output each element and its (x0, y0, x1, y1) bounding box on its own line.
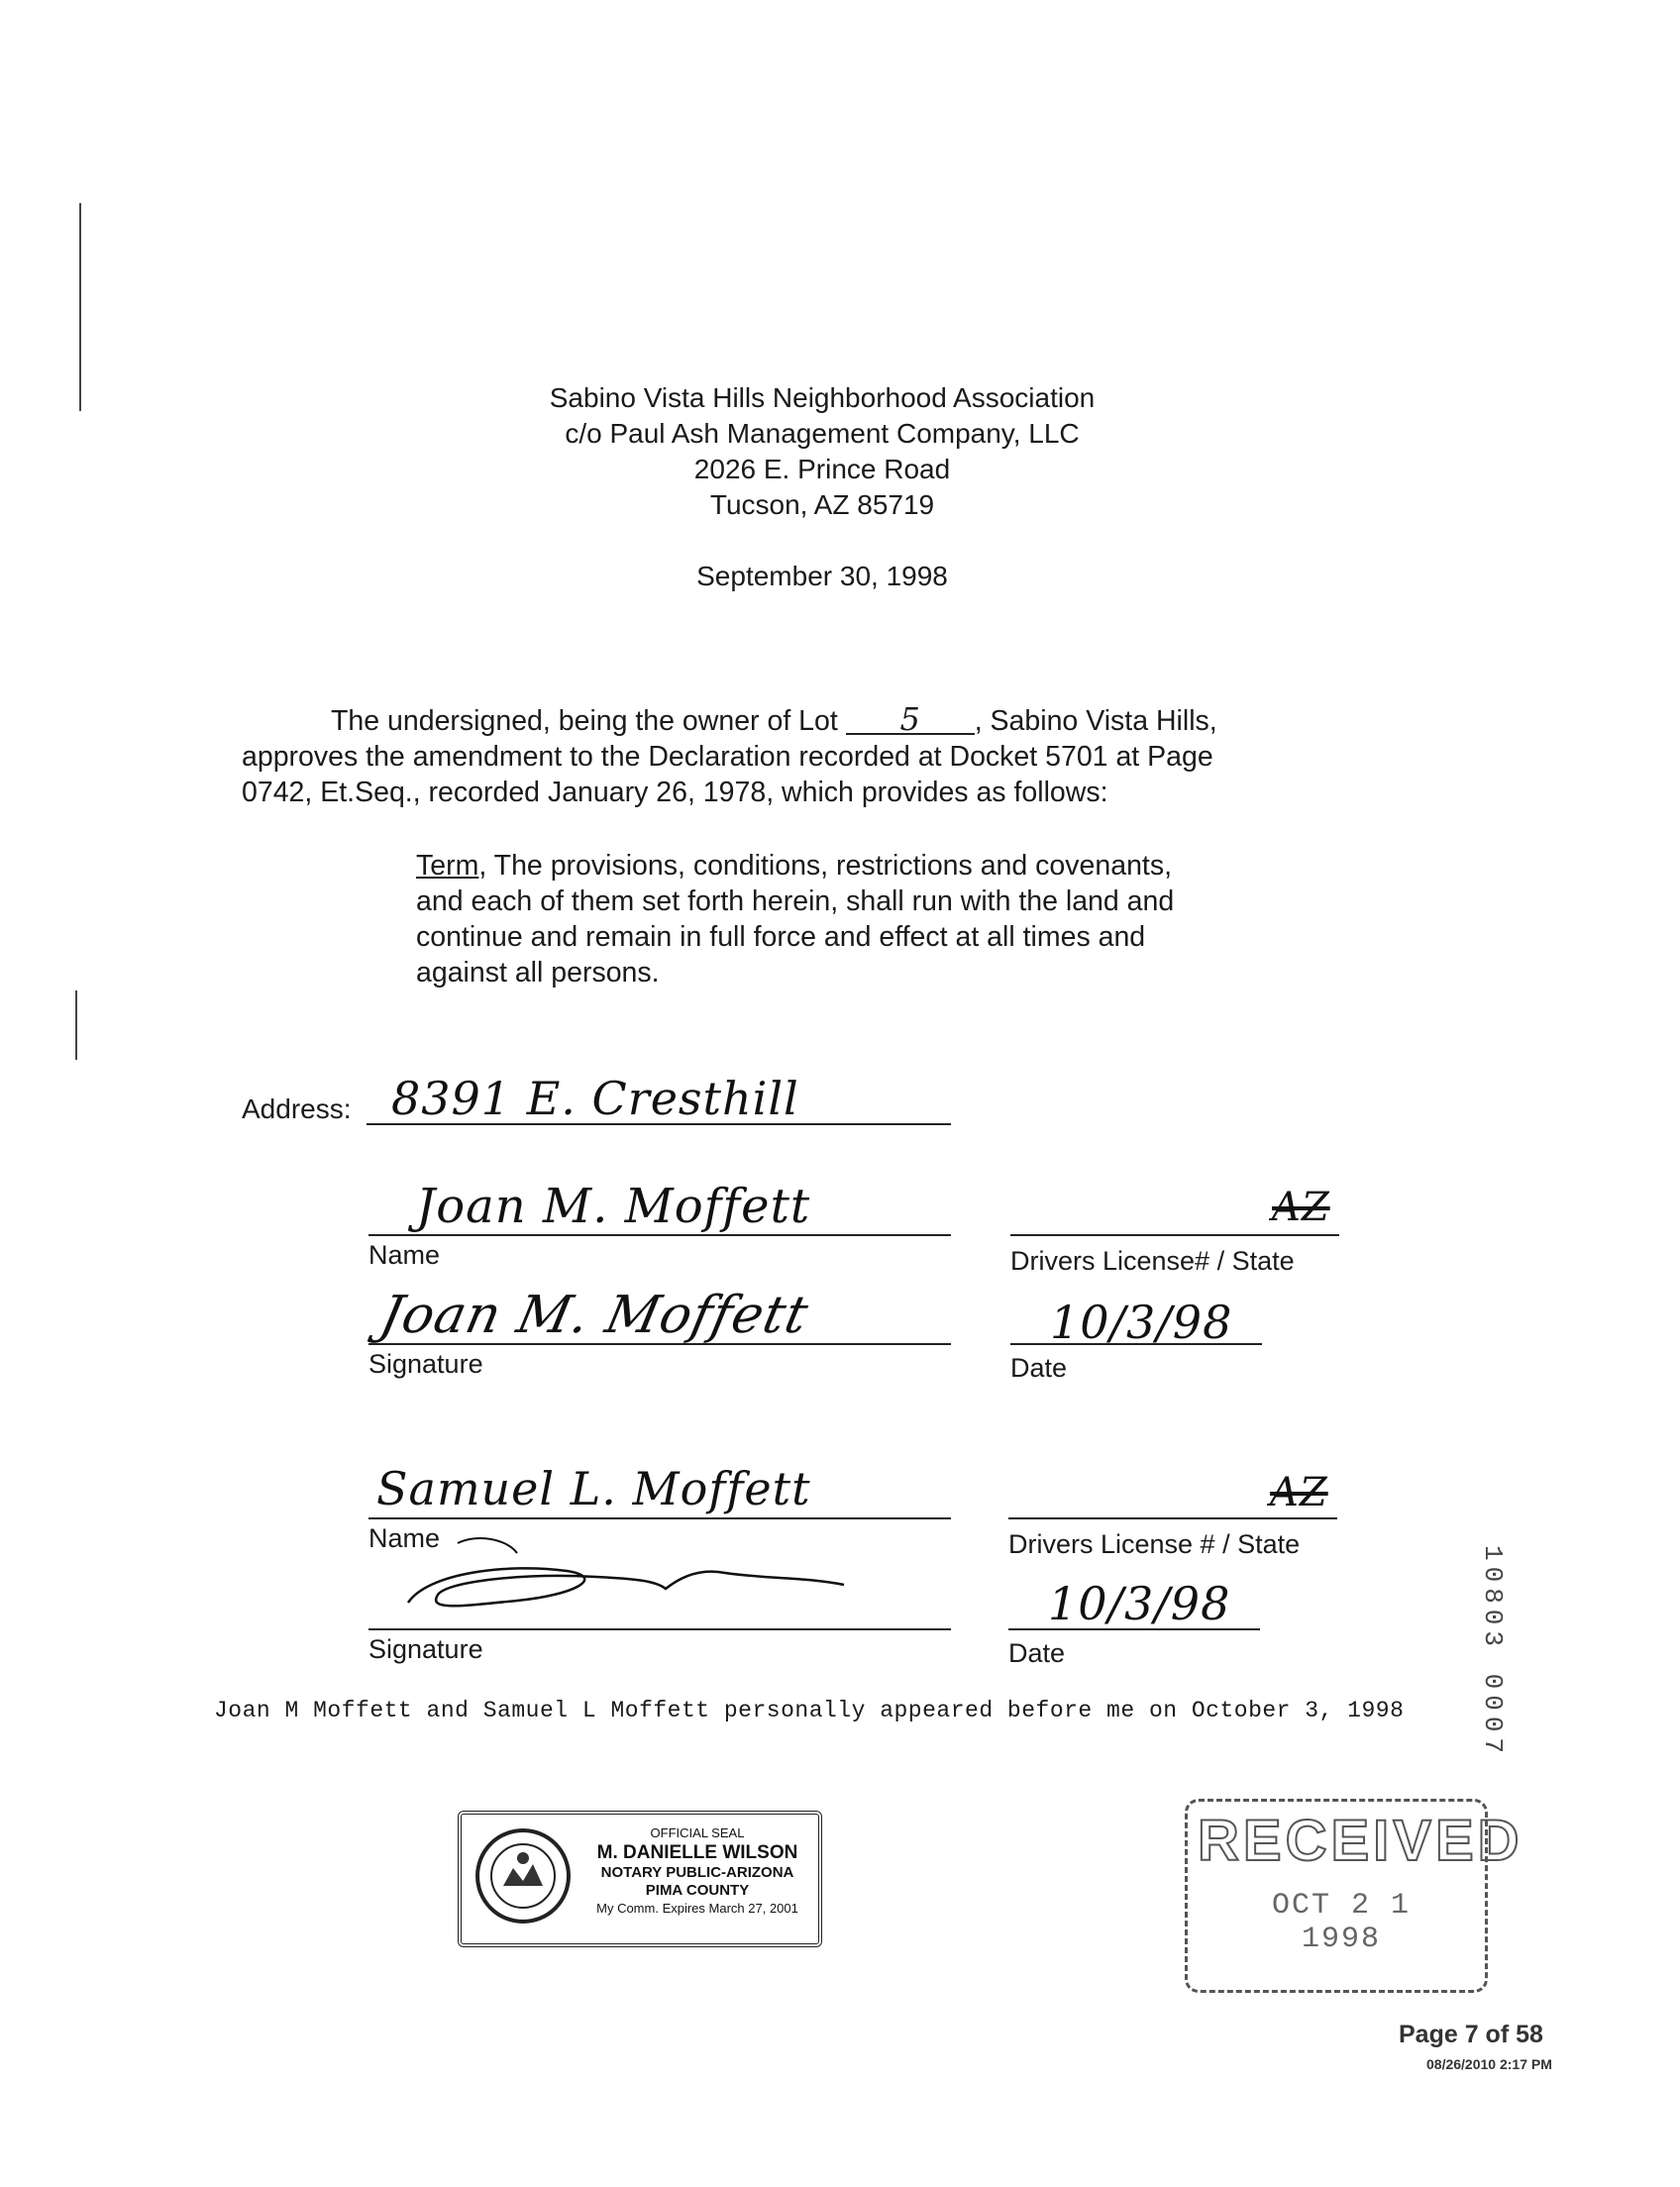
owner2-date-handwritten: 10/3/98 (1048, 1577, 1231, 1630)
term-line-2: and each of them set forth herein, shall run with the land and (416, 885, 1175, 917)
owner2-name-label: Name (368, 1523, 441, 1553)
received-stamp-word: RECEIVED (1198, 1809, 1523, 1873)
owner1-license-label: Drivers License# / State (1010, 1246, 1295, 1276)
owner1-name-line (368, 1234, 951, 1236)
scan-mark (75, 990, 77, 1060)
lot-number-field: 5 (846, 705, 975, 735)
received-stamp-date: OCT 2 1 1998 (1271, 1889, 1412, 1956)
print-timestamp: 08/26/2010 2:17 PM (1426, 2056, 1552, 2072)
notary-seal-stamp (458, 1811, 822, 1947)
term-line-3: continue and remain in full force and effect at all times and (416, 921, 1146, 953)
address-label: Address: (242, 1094, 352, 1124)
owner2-license-label: Drivers License # / State (1008, 1529, 1301, 1559)
term-line-4: against all persons. (416, 957, 660, 989)
owner1-date-line (1010, 1343, 1262, 1345)
seal-text (580, 1824, 814, 1918)
street-address: 2026 E. Prince Road (693, 454, 951, 484)
seal-county: PIMA COUNTY (645, 1882, 750, 1899)
management-company: c/o Paul Ash Management Company, LLC (565, 418, 1080, 449)
owner1-name-label: Name (368, 1240, 441, 1270)
owner1-signature-label: Signature (368, 1349, 483, 1379)
owner1-license-line (1010, 1234, 1339, 1236)
owner2-name-line (368, 1517, 951, 1519)
term-line-1: Term, The provisions, conditions, restrictions and covenants, (416, 850, 1173, 882)
owner1-license-state-handwritten: AZ (1272, 1185, 1330, 1230)
owner2-name-handwritten: Samuel L. Moffett (376, 1462, 811, 1515)
seal-office: NOTARY PUBLIC-ARIZONA (600, 1864, 794, 1881)
paragraph-line-2: approves the amendment to the Declaration recorded at Docket 5701 at Page (242, 741, 1213, 773)
arizona-seal-emblem (473, 1826, 573, 1926)
received-stamp (1185, 1799, 1523, 1993)
owner2-date-label: Date (1008, 1638, 1066, 1668)
paragraph-line-1: The undersigned, being the owner of Lot 5 , Sabino Vista Hills, (331, 700, 1217, 738)
address-handwritten: 8391 E. Cresthill (391, 1072, 799, 1125)
seal-expiration: My Comm. Expires March 27, 2001 (596, 1901, 798, 1916)
owner1-signature-line (368, 1343, 951, 1345)
owner1-signature: Joan M. Moffett (374, 1286, 814, 1345)
owner2-signature-label: Signature (368, 1634, 483, 1664)
owner2-signature-scribble (368, 1533, 884, 1622)
term-heading: Term (416, 850, 479, 882)
owner2-date-line (1008, 1628, 1260, 1630)
letterhead (327, 380, 1317, 523)
association-name: Sabino Vista Hills Neighborhood Association (549, 382, 1096, 413)
side-document-code: 10803 0007 (1478, 1545, 1508, 1760)
notary-statement: Joan M Moffett and Samuel L Moffett personally appeared before me on October 3, 1998 (214, 1698, 1405, 1723)
seal-notary-name: M. DANIELLE WILSON (596, 1842, 798, 1863)
owner1-date-label: Date (1010, 1353, 1068, 1383)
letter-date: September 30, 1998 (696, 561, 948, 591)
scan-mark (79, 203, 81, 411)
owner2-signature-line (368, 1628, 951, 1630)
city-state-zip: Tucson, AZ 85719 (709, 489, 935, 520)
owner2-license-line (1008, 1517, 1337, 1519)
seal-title: OFFICIAL SEAL (650, 1825, 745, 1840)
page-number: Page 7 of 58 (1399, 2021, 1543, 2048)
owner1-date-handwritten: 10/3/98 (1050, 1296, 1233, 1349)
paragraph-line-3: 0742, Et.Seq., recorded January 26, 1978, which provides as follows: (242, 777, 1108, 808)
owner1-name-handwritten: Joan M. Moffett (416, 1179, 811, 1234)
owner2-license-state-handwritten: AZ (1270, 1470, 1328, 1515)
